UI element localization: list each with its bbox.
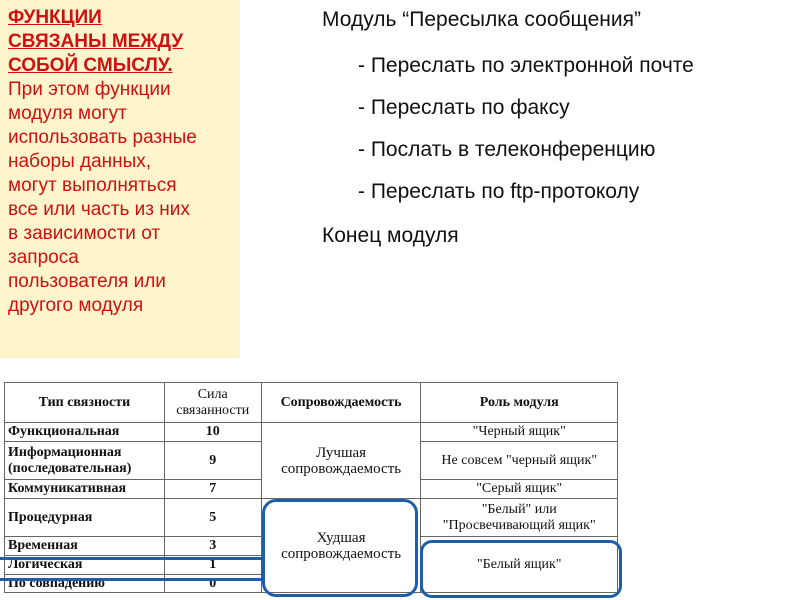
explanation-body-line: модуля могут bbox=[8, 103, 127, 124]
cell-role: "Серый ящик" bbox=[421, 480, 618, 499]
explanation-body-line: в зависимости от bbox=[8, 223, 161, 244]
cohesion-table bbox=[4, 382, 618, 593]
explanation-heading-line: ФУНКЦИИ bbox=[8, 7, 102, 28]
header-role: Роль модуля bbox=[421, 383, 618, 423]
module-item: - Послать в телеконференцию bbox=[358, 138, 656, 161]
header-strength: Сила связанности bbox=[164, 383, 261, 423]
explanation-body-line: При этом функции bbox=[8, 79, 171, 100]
explanation-body-line: другого модуля bbox=[8, 295, 144, 316]
cell-type: По совпадению bbox=[5, 575, 165, 593]
cell-type: Процедурная bbox=[5, 499, 165, 537]
cell-strength: 1 bbox=[164, 556, 261, 575]
module-item: - Переслать по ftp-протоколу bbox=[358, 180, 640, 203]
cell-type: Коммуникативная bbox=[5, 480, 165, 499]
table-row bbox=[5, 499, 618, 537]
cell-role-white-box: "Белый ящик" bbox=[421, 537, 618, 593]
module-title: Модуль “Пересылка сообщения” bbox=[322, 8, 641, 31]
cell-type: Функциональная bbox=[5, 423, 165, 442]
cell-type: Информационная (последовательная) bbox=[5, 442, 165, 480]
explanation-body-line: использовать разные bbox=[8, 127, 197, 148]
module-item: - Переслать по электронной почте bbox=[358, 54, 694, 77]
header-maintainability: Сопровождаемость bbox=[261, 383, 421, 423]
cell-maintainability-best: Лучшая сопровождаемость bbox=[261, 423, 421, 499]
explanation-body-line: пользователя или bbox=[8, 271, 166, 292]
cell-type: Временная bbox=[5, 537, 165, 556]
cell-role: "Белый" или "Просвечивающий ящик" bbox=[421, 499, 618, 537]
explanation-heading-line: СВЯЗАНЫ МЕЖДУ bbox=[8, 31, 184, 52]
cell-maintainability-worst: Худшая сопровождаемость bbox=[261, 499, 421, 593]
cell-type: Логическая bbox=[5, 556, 165, 575]
cell-role: Не совсем "черный ящик" bbox=[421, 442, 618, 480]
explanation-heading-line: СОБОЙ СМЫСЛУ. bbox=[8, 55, 173, 76]
explanation-box bbox=[0, 0, 240, 358]
cell-strength: 0 bbox=[164, 575, 261, 593]
cell-role: "Черный ящик" bbox=[421, 423, 618, 442]
cell-strength: 10 bbox=[164, 423, 261, 442]
explanation-body-line: все или часть из них bbox=[8, 199, 190, 220]
cell-strength: 3 bbox=[164, 537, 261, 556]
cell-strength: 7 bbox=[164, 480, 261, 499]
explanation-body-line: могут выполняться bbox=[8, 175, 177, 196]
module-end: Конец модуля bbox=[322, 224, 459, 247]
table-row bbox=[5, 423, 618, 442]
module-item: - Переслать по факсу bbox=[358, 96, 570, 119]
header-type: Тип связности bbox=[5, 383, 165, 423]
explanation-body-line: наборы данных, bbox=[8, 151, 152, 172]
cell-strength: 5 bbox=[164, 499, 261, 537]
explanation-body-line: запроса bbox=[8, 247, 79, 268]
cohesion-table-wrapper bbox=[4, 382, 618, 598]
cell-strength: 9 bbox=[164, 442, 261, 480]
table-header-row bbox=[5, 383, 618, 423]
